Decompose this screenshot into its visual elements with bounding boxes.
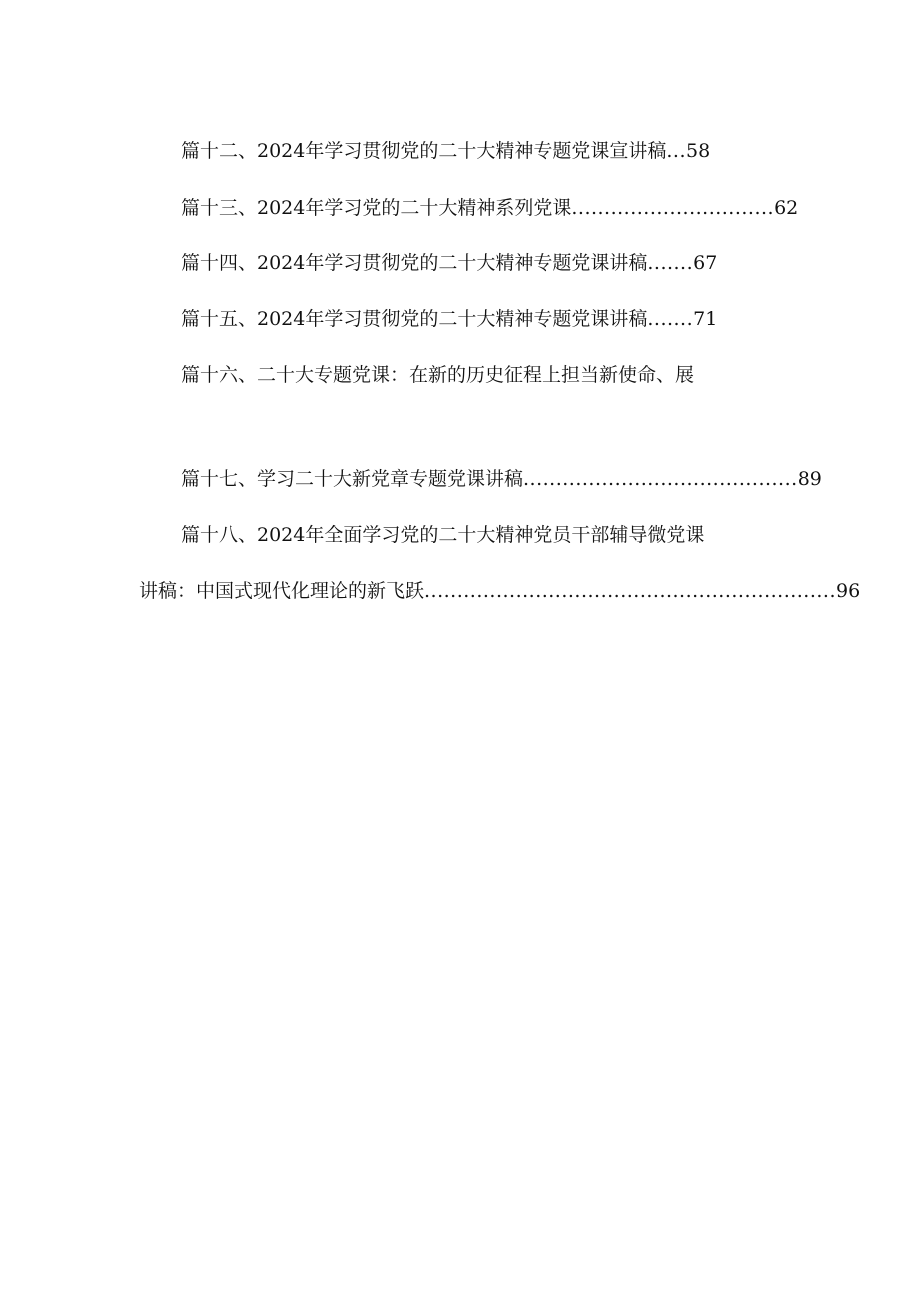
- toc-entry-page-number: 96: [836, 580, 861, 602]
- toc-entry-title: 篇十三、2024年学习党的二十大精神系列党课: [181, 197, 572, 219]
- toc-entry-title: 篇十四、2024年学习贯彻党的二十大精神专题党课讲稿: [181, 252, 648, 274]
- toc-entry-title: 篇十二、2024年学习贯彻党的二十大精神专题党课宣讲稿: [181, 140, 667, 162]
- toc-entry-title: 篇十六、二十大专题党课：在新的历史征程上担当新使命、展: [181, 364, 695, 386]
- toc-entry-17[interactable]: [181, 466, 822, 492]
- toc-entry-leader: ...: [666, 140, 686, 162]
- toc-entry-page-number: 62: [774, 197, 799, 219]
- toc-entry-16[interactable]: [181, 362, 694, 388]
- toc-entry-page-number: 58: [685, 140, 711, 162]
- toc-entry-leader: .......: [647, 252, 694, 274]
- toc-entry-14[interactable]: [181, 250, 717, 276]
- toc-entry-15[interactable]: [181, 306, 717, 332]
- toc-entry-title: 篇十七、学习二十大新党章专题党课讲稿: [181, 468, 524, 490]
- toc-entry-13[interactable]: [181, 195, 798, 221]
- toc-entry-page-number: 89: [797, 468, 822, 490]
- toc-entry-leader: ...............................................................: [424, 580, 837, 602]
- toc-entry-page-number: 67: [693, 252, 718, 274]
- toc-entry-title: 讲稿：中国式现代化理论的新飞跃: [139, 580, 425, 602]
- toc-entry-leader: .......: [647, 308, 694, 330]
- toc-entry-18[interactable]: [181, 522, 704, 548]
- toc-entry-title: 篇十五、2024年学习贯彻党的二十大精神专题党课讲稿: [181, 308, 648, 330]
- toc-entry-page-number: 71: [693, 308, 718, 330]
- toc-entry-title: 篇十八、2024年全面学习党的二十大精神党员干部辅导微党课: [181, 524, 705, 546]
- toc-entry-leader: ..........................................: [523, 468, 798, 490]
- toc-entry-18-continued[interactable]: [139, 578, 860, 604]
- toc-entry-12[interactable]: [181, 138, 710, 164]
- toc-entry-leader: ...............................: [571, 197, 775, 219]
